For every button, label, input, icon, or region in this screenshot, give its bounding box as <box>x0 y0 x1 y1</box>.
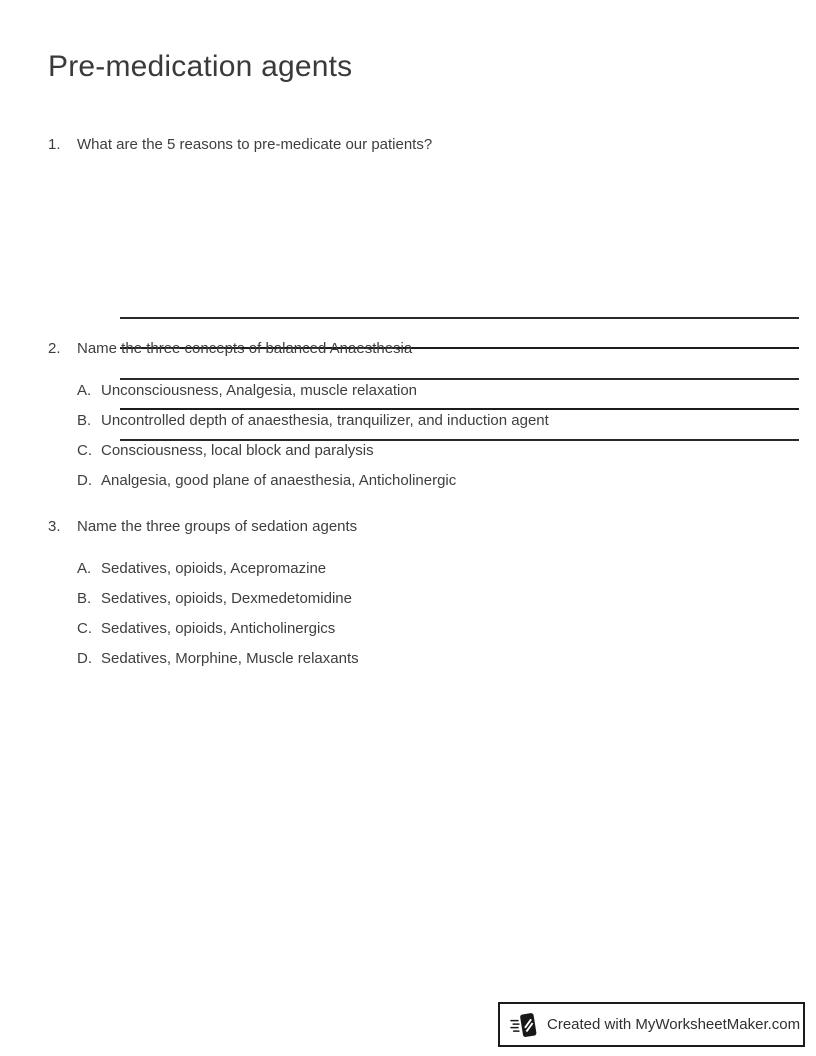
option-letter: B. <box>77 590 92 607</box>
question-2 <box>48 339 768 490</box>
option-row <box>77 559 768 578</box>
options-list <box>77 559 768 668</box>
question-text: Name the three groups of sedation agents <box>77 518 358 535</box>
option-row <box>77 411 768 430</box>
option-letter: A. <box>77 382 92 399</box>
page-title: Pre-medication agents <box>48 50 353 83</box>
footer-branding-link[interactable] <box>498 1002 805 1047</box>
option-letter: A. <box>77 560 92 577</box>
option-letter: C. <box>77 620 92 637</box>
question-text: What are the 5 reasons to pre-medicate our patients? <box>77 136 433 153</box>
option-text: Sedatives, opioids, Dexmedetomidine <box>101 590 352 607</box>
footer-branding-text: Created with MyWorksheetMaker.com <box>547 1016 801 1033</box>
question-number: 2. <box>48 340 61 357</box>
option-row <box>77 619 768 638</box>
option-text: Sedatives, opioids, Anticholinergics <box>101 620 336 637</box>
option-row <box>77 589 768 608</box>
option-text: Consciousness, local block and paralysis <box>101 442 374 459</box>
question-number: 1. <box>48 136 61 153</box>
option-text: Unconsciousness, Analgesia, muscle relaxation <box>101 382 418 399</box>
question-1 <box>48 135 768 154</box>
option-letter: D. <box>77 472 92 489</box>
options-list <box>77 381 768 490</box>
option-row <box>77 441 768 460</box>
option-letter: C. <box>77 442 92 459</box>
option-text: Sedatives, opioids, Acepromazine <box>101 560 327 577</box>
worksheet-maker-logo-icon <box>510 1011 540 1039</box>
option-row <box>77 381 768 400</box>
option-row <box>77 471 768 490</box>
option-letter: B. <box>77 412 92 429</box>
question-text: Name the three concepts of balanced Anaesthesia <box>77 340 413 357</box>
option-text: Uncontrolled depth of anaesthesia, tranquilizer, and induction agent <box>101 412 549 429</box>
answer-line <box>120 317 799 319</box>
option-text: Sedatives, Morphine, Muscle relaxants <box>101 650 359 667</box>
option-letter: D. <box>77 650 92 667</box>
option-row <box>77 649 768 668</box>
question-number: 3. <box>48 518 61 535</box>
option-text: Analgesia, good plane of anaesthesia, Anticholinergic <box>101 472 457 489</box>
question-3 <box>48 517 768 668</box>
